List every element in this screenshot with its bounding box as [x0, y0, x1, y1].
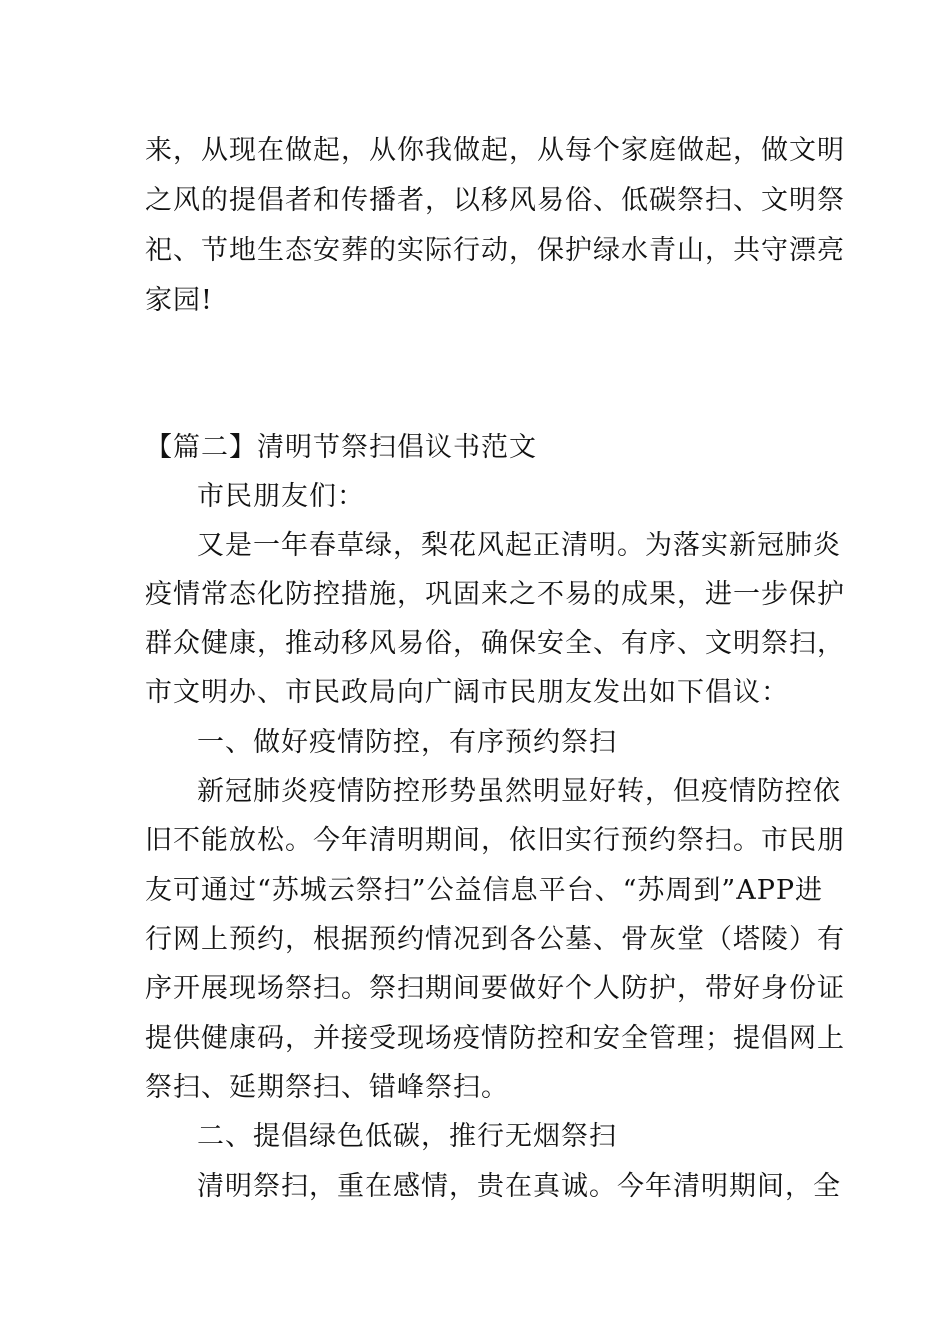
paragraph-line: 来，从现在做起，从你我做起，从每个家庭做起，做文明	[145, 135, 845, 166]
paragraph-line: 家园!	[145, 285, 213, 316]
paragraph-line: 祀、节地生态安葬的实际行动，保护绿水青山，共守漂亮	[145, 235, 845, 266]
paragraph-line: 市文明办、市民政局向广阔市民朋友发出如下倡议：	[145, 677, 789, 708]
item-heading: 一、做好疫情防控，有序预约祭扫	[197, 727, 617, 758]
paragraph-line: 之风的提倡者和传播者，以移风易俗、低碳祭扫、文明祭	[145, 185, 845, 216]
paragraph-line: 群众健康，推动移风易俗，确保安全、有序、文明祭扫，	[145, 628, 845, 659]
item-heading: 二、提倡绿色低碳，推行无烟祭扫	[197, 1121, 617, 1152]
paragraph-line: 疫情常态化防控措施，巩固来之不易的成果，进一步保护	[145, 579, 845, 610]
paragraph-line: 友可通过“苏城云祭扫”公益信息平台、“苏周到”APP进	[145, 875, 824, 906]
paragraph-line: 提供健康码，并接受现场疫情防控和安全管理；提倡网上	[145, 1023, 845, 1054]
paragraph-line: 新冠肺炎疫情防控形势虽然明显好转，但疫情防控依	[197, 776, 841, 807]
paragraph-line: 序开展现场祭扫。祭扫期间要做好个人防护，带好身份证	[145, 973, 845, 1004]
paragraph-line: 祭扫、延期祭扫、错峰祭扫。	[145, 1072, 509, 1103]
paragraph-line: 旧不能放松。今年清明期间，依旧实行预约祭扫。市民朋	[145, 825, 845, 856]
paragraph-line: 清明祭扫，重在感情，贵在真诚。今年清明期间，全	[197, 1171, 841, 1202]
paragraph-line: 行网上预约，根据预约情况到各公墓、骨灰堂（塔陵）有	[145, 924, 845, 955]
salutation: 市民朋友们：	[197, 481, 365, 512]
section-title: 【篇二】清明节祭扫倡议书范文	[145, 432, 537, 463]
paragraph-line: 又是一年春草绿，梨花风起正清明。为落实新冠肺炎	[197, 530, 841, 561]
